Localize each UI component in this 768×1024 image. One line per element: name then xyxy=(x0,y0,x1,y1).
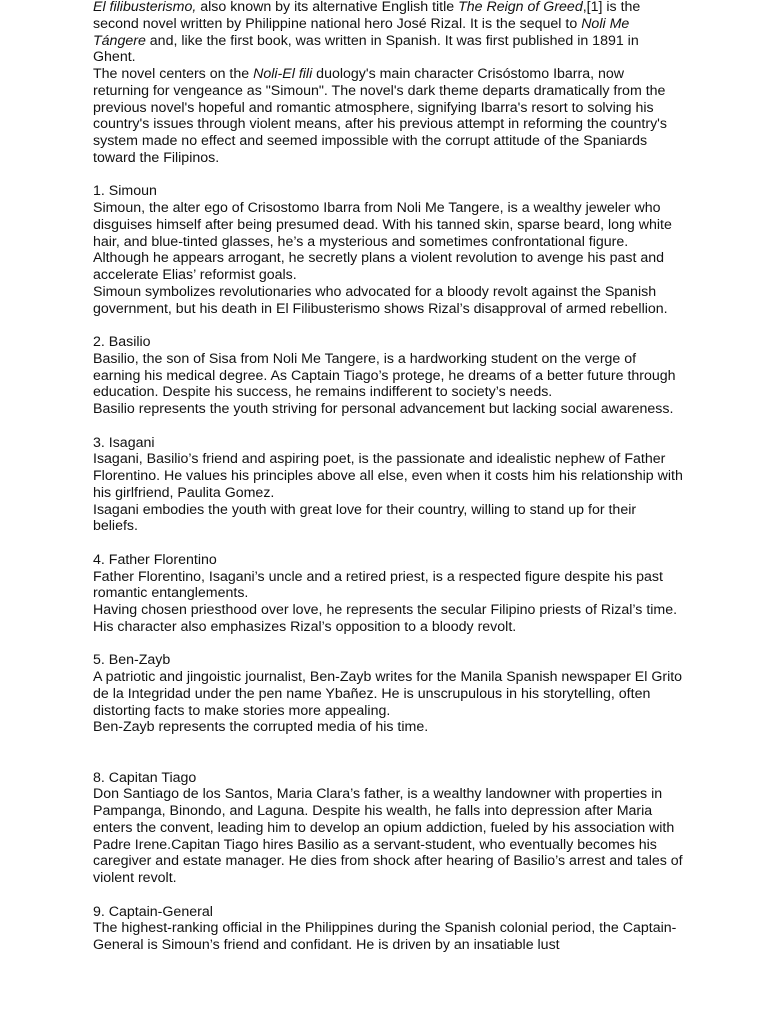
character-heading: 1. Simoun xyxy=(93,183,157,200)
sequel-title: Noli Me Tángere xyxy=(93,15,630,49)
document-page xyxy=(93,0,683,954)
character-section-father-florentino xyxy=(93,552,683,636)
character-section-simoun xyxy=(93,183,683,317)
spacer xyxy=(93,535,683,552)
character-heading: 8. Capitan Tiago xyxy=(93,769,197,786)
spacer xyxy=(93,736,683,770)
alt-english-title: The Reign of Greed xyxy=(458,0,583,15)
intro-text-2: ,[1] is the second novel written by Philippine national hero José Rizal. It is the sequel to xyxy=(93,0,641,32)
intro-paragraph xyxy=(93,0,683,66)
character-heading: 2. Basilio xyxy=(93,334,151,350)
character-paragraph: Isagani, Basilio’s friend and aspiring poet, is the passionate and idealistic nephew of Father Florentino. He values his principles above all else, even when it costs him his relationship with his girlfriend, Paulita Gomez. xyxy=(93,451,683,501)
spacer xyxy=(93,167,683,184)
character-paragraph: Simoun symbolizes revolutionaries who advocated for a bloody revolt against the Spanish government, but his death in El Filibusterismo shows Rizal’s disapproval of armed rebellion. xyxy=(93,283,668,317)
character-section-capitan-tiago xyxy=(93,770,683,887)
character-paragraph: Father Florentino, Isagani’s uncle and a retired priest, is a respected figure despite his past romantic entanglements. xyxy=(93,568,663,602)
character-paragraph: Simoun, the alter ego of Crisostomo Ibarra from Noli Me Tangere, is a wealthy jeweler who disguises himself after being presumed dead. With his tanned skin, sparse beard, long white hair, and blue-tinted glasses, he’s a mysterious and sometimes confrontational figure. Although he appears arrogant, he secretly plans a violent revolution to avenge his past and accelerate Elias’ reformist goals. xyxy=(93,200,672,283)
novel-title: El filibusterismo, xyxy=(93,0,197,15)
character-heading: 9. Captain-General xyxy=(93,903,213,920)
spacer xyxy=(93,887,683,904)
character-paragraph: Having chosen priesthood over love, he represents the secular Filipino priests of Rizal’s time. His character also emphasizes Rizal’s opposition to a bloody revolt. xyxy=(93,602,678,635)
character-section-captain-general xyxy=(93,904,683,954)
character-heading: 5. Ben-Zayb xyxy=(93,652,171,669)
duology-title: Noli-El fili xyxy=(253,66,313,82)
character-paragraph: Basilio represents the youth striving for personal advancement but lacking social awareness. xyxy=(93,401,674,417)
overview-text-2: duology's main character Crisóstomo Ibarra, now returning for vengeance as "Simoun". The novel's dark theme departs dramatically from the previous novel's hopeful and romantic atmosphere, signifying Ibarra's resort to solving his country's issues through violent means, after his previous attempt in reforming the country's system made no effect and seemed impossible with the corrupt attitude of the Spaniards toward the Filipinos. xyxy=(93,66,667,166)
character-paragraph: Don Santiago de los Santos, Maria Clara’s father, is a wealthy landowner with properties in Pampanga, Binondo, and Laguna. Despite his wealth, he falls into depression after Maria enters the convent, leading him to develop an opium addiction, fueled by his association with Padre Irene.Capitan Tiago hires Basilio as a servant-student, who eventually becomes his caregiver and estate manager. He dies from shock after hearing of Basilio’s arrest and tales of violent revolt. xyxy=(93,786,683,886)
character-section-isagani xyxy=(93,435,683,536)
character-paragraph: A patriotic and jingoistic journalist, Ben-Zayb writes for the Manila Spanish newspaper El Grito de la Integridad under the pen name Ybañez. He is unscrupulous in his storytelling, often distorting facts to make stories more appealing. xyxy=(93,669,683,719)
character-section-ben-zayb xyxy=(93,652,683,736)
overview-paragraph xyxy=(93,66,683,167)
character-paragraph: Isagani embodies the youth with great love for their country, willing to stand up for their beliefs. xyxy=(93,501,637,535)
spacer xyxy=(93,636,683,653)
intro-text-3: and, like the first book, was written in Spanish. It was first published in 1891 in Ghent. xyxy=(93,32,639,66)
spacer xyxy=(93,418,683,435)
spacer xyxy=(93,317,683,334)
character-heading: 4. Father Florentino xyxy=(93,551,217,568)
character-heading: 3. Isagani xyxy=(93,434,155,451)
overview-text-1: The novel centers on the xyxy=(93,66,254,82)
character-paragraph: Basilio, the son of Sisa from Noli Me Tangere, is a hardworking student on the verge of earning his medical degree. As Captain Tiago’s protege, he dreams of a better future through education. Despite his success, he remains indifferent to society’s needs. xyxy=(93,350,676,401)
character-paragraph: Ben-Zayb represents the corrupted media of his time. xyxy=(93,719,429,736)
character-section-basilio xyxy=(93,334,683,418)
character-paragraph: The highest-ranking official in the Philippines during the Spanish colonial period, the Captain-General is Simoun’s friend and confidant. He is driven by an insatiable lust xyxy=(93,920,677,953)
intro-text-1: also known by its alternative English title xyxy=(196,0,459,15)
